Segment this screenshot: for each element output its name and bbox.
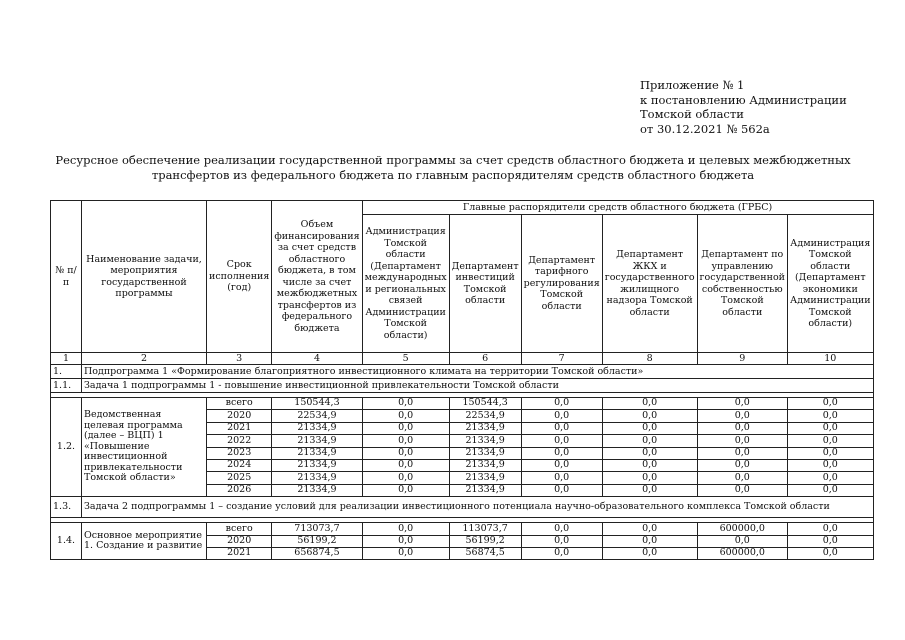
cell-grbs-5: 0,0 (697, 459, 787, 471)
cell-grbs-4: 0,0 (602, 459, 697, 471)
header-num: № п/п (51, 201, 82, 353)
header-term: Срок исполнения (год) (207, 201, 272, 353)
cell-term: 2021 (207, 547, 272, 559)
cell-grbs-1: 0,0 (362, 523, 449, 535)
cell-grbs-6: 0,0 (788, 435, 874, 447)
task-title: Задача 2 подпрограммы 1 – создание условий для реализации инвестиционного потенциала научно-образовательного комплекса Томской области (82, 497, 874, 518)
cell-grbs-3: 0,0 (521, 447, 602, 459)
column-number: 8 (602, 353, 697, 365)
cell-grbs-6: 0,0 (788, 447, 874, 459)
cell-grbs-2: 21334,9 (449, 484, 521, 496)
cell-grbs-3: 0,0 (521, 535, 602, 547)
cell-grbs-5: 0,0 (697, 422, 787, 434)
header-grbs-4: Департамент ЖКХ и государственного жилищного надзора Томской области (602, 215, 697, 353)
cell-volume: 21334,9 (272, 484, 362, 496)
cell-grbs-2: 113073,7 (449, 523, 521, 535)
cell-grbs-1: 0,0 (362, 484, 449, 496)
cell-grbs-4: 0,0 (602, 447, 697, 459)
header-grbs-2: Департамент инвестиций Томской области (449, 215, 521, 353)
cell-grbs-6: 0,0 (788, 484, 874, 496)
cell-term: 2020 (207, 410, 272, 422)
cell-grbs-3: 0,0 (521, 472, 602, 484)
cell-grbs-6: 0,0 (788, 459, 874, 471)
cell-term: 2020 (207, 535, 272, 547)
cell-grbs-5: 0,0 (697, 484, 787, 496)
column-number-row (51, 353, 874, 365)
cell-grbs-4: 0,0 (602, 398, 697, 410)
header-grbs-3: Департамент тарифного регулирования Томской области (521, 215, 602, 353)
cell-grbs-2: 56874,5 (449, 547, 521, 559)
cell-term: 2023 (207, 447, 272, 459)
row-number: 1.4. (51, 523, 82, 560)
column-number: 3 (207, 353, 272, 365)
row-number: 1.3. (51, 497, 82, 518)
header-grbs: Главные распорядители средств областного бюджета (ГРБС) (362, 201, 873, 215)
cell-grbs-6: 0,0 (788, 523, 874, 535)
cell-grbs-5: 0,0 (697, 472, 787, 484)
task-title: Задача 1 подпрограммы 1 - повышение инвестиционной привлекательности Томской области (82, 379, 874, 393)
cell-grbs-6: 0,0 (788, 422, 874, 434)
cell-term: всего (207, 523, 272, 535)
cell-grbs-1: 0,0 (362, 422, 449, 434)
cell-grbs-5: 0,0 (697, 447, 787, 459)
cell-grbs-4: 0,0 (602, 435, 697, 447)
cell-grbs-3: 0,0 (521, 398, 602, 410)
cell-grbs-1: 0,0 (362, 547, 449, 559)
cell-grbs-1: 0,0 (362, 410, 449, 422)
table-row (51, 398, 874, 410)
cell-volume: 21334,9 (272, 422, 362, 434)
column-number: 1 (51, 353, 82, 365)
task-row (51, 497, 874, 518)
column-number: 6 (449, 353, 521, 365)
activity-name: Ведомственная целевая программа (далее – ВЦП) 1 «Повышение инвестиционной привлекательности Томской области» (82, 398, 207, 497)
cell-grbs-3: 0,0 (521, 435, 602, 447)
column-number: 4 (272, 353, 362, 365)
cell-grbs-2: 21334,9 (449, 422, 521, 434)
cell-volume: 21334,9 (272, 459, 362, 471)
header-grbs-5: Департамент по управлению государственной собственностью Томской области (697, 215, 787, 353)
cell-grbs-4: 0,0 (602, 410, 697, 422)
cell-grbs-2: 56199,2 (449, 535, 521, 547)
row-number: 1.1. (51, 379, 82, 393)
cell-volume: 21334,9 (272, 447, 362, 459)
resource-table (50, 200, 874, 560)
column-number: 5 (362, 353, 449, 365)
cell-grbs-4: 0,0 (602, 547, 697, 559)
title-line-1: Ресурсное обеспечение реализации государственной программы за счет средств областного бюджета и целевых межбюджетных (55, 153, 851, 167)
cell-grbs-2: 21334,9 (449, 435, 521, 447)
activity-name: Основное мероприятие 1. Создание и развитие (82, 523, 207, 560)
cell-grbs-4: 0,0 (602, 472, 697, 484)
cell-grbs-3: 0,0 (521, 422, 602, 434)
cell-grbs-2: 21334,9 (449, 459, 521, 471)
vcp-group (51, 398, 874, 497)
cell-grbs-1: 0,0 (362, 447, 449, 459)
cell-grbs-5: 0,0 (697, 410, 787, 422)
cell-volume: 21334,9 (272, 472, 362, 484)
cell-grbs-4: 0,0 (602, 535, 697, 547)
cell-term: всего (207, 398, 272, 410)
cell-grbs-1: 0,0 (362, 472, 449, 484)
cell-grbs-6: 0,0 (788, 547, 874, 559)
cell-grbs-4: 0,0 (602, 484, 697, 496)
cell-grbs-2: 22534,9 (449, 410, 521, 422)
column-number: 2 (82, 353, 207, 365)
subprogram-row (51, 365, 874, 379)
cell-term: 2024 (207, 459, 272, 471)
cell-term: 2021 (207, 422, 272, 434)
header-volume: Объем финансирования за счет средств областного бюджета, в том числе за счет межбюджетных трансфертов из федерального бюджета (272, 201, 362, 353)
cell-grbs-2: 150544,3 (449, 398, 521, 410)
cell-grbs-1: 0,0 (362, 435, 449, 447)
cell-grbs-3: 0,0 (521, 410, 602, 422)
cell-grbs-3: 0,0 (521, 459, 602, 471)
cell-grbs-6: 0,0 (788, 472, 874, 484)
cell-volume: 22534,9 (272, 410, 362, 422)
cell-grbs-6: 0,0 (788, 535, 874, 547)
cell-grbs-1: 0,0 (362, 535, 449, 547)
column-number: 7 (521, 353, 602, 365)
column-number: 9 (697, 353, 787, 365)
cell-grbs-3: 0,0 (521, 484, 602, 496)
cell-grbs-3: 0,0 (521, 523, 602, 535)
cell-volume: 713073,7 (272, 523, 362, 535)
appendix-line: к постановлению Администрации (640, 92, 847, 107)
appendix-line: от 30.12.2021 № 562а (640, 121, 770, 136)
cell-volume: 56199,2 (272, 535, 362, 547)
cell-term: 2026 (207, 484, 272, 496)
cell-volume: 21334,9 (272, 435, 362, 447)
cell-grbs-4: 0,0 (602, 523, 697, 535)
cell-grbs-6: 0,0 (788, 398, 874, 410)
header-grbs-6: Администрация Томской области (Департамент экономики Администрации Томской области) (788, 215, 874, 353)
table-row (51, 523, 874, 535)
cell-grbs-1: 0,0 (362, 459, 449, 471)
appendix-line: Приложение № 1 (640, 78, 745, 92)
cell-grbs-3: 0,0 (521, 547, 602, 559)
title-line-2: трансфертов из федерального бюджета по главным распорядителям средств областного бюджета (151, 167, 755, 182)
cell-volume: 150544,3 (272, 398, 362, 410)
cell-volume: 656874,5 (272, 547, 362, 559)
cell-grbs-4: 0,0 (602, 422, 697, 434)
header-name: Наименование задачи, мероприятия государственной программы (82, 201, 207, 353)
cell-grbs-2: 21334,9 (449, 447, 521, 459)
appendix-block (640, 78, 847, 136)
cell-grbs-2: 21334,9 (449, 472, 521, 484)
main-activity-group (51, 523, 874, 560)
appendix-line: Томской области (640, 107, 744, 121)
row-number: 1.2. (51, 398, 82, 497)
cell-grbs-5: 0,0 (697, 435, 787, 447)
cell-grbs-5: 0,0 (697, 398, 787, 410)
document-title (20, 153, 886, 182)
subprogram-title: Подпрограмма 1 «Формирование благоприятного инвестиционного климата на территории Томской области» (82, 365, 874, 379)
row-number: 1. (51, 365, 82, 379)
column-number: 10 (788, 353, 874, 365)
cell-term: 2022 (207, 435, 272, 447)
cell-grbs-5: 600000,0 (697, 523, 787, 535)
task-row (51, 379, 874, 393)
header-grbs-1: Администрация Томской области (Департамент международных и региональных связей Администрации Томской области) (362, 215, 449, 353)
cell-grbs-5: 600000,0 (697, 547, 787, 559)
cell-term: 2025 (207, 472, 272, 484)
cell-grbs-1: 0,0 (362, 398, 449, 410)
cell-grbs-6: 0,0 (788, 410, 874, 422)
cell-grbs-5: 0,0 (697, 535, 787, 547)
